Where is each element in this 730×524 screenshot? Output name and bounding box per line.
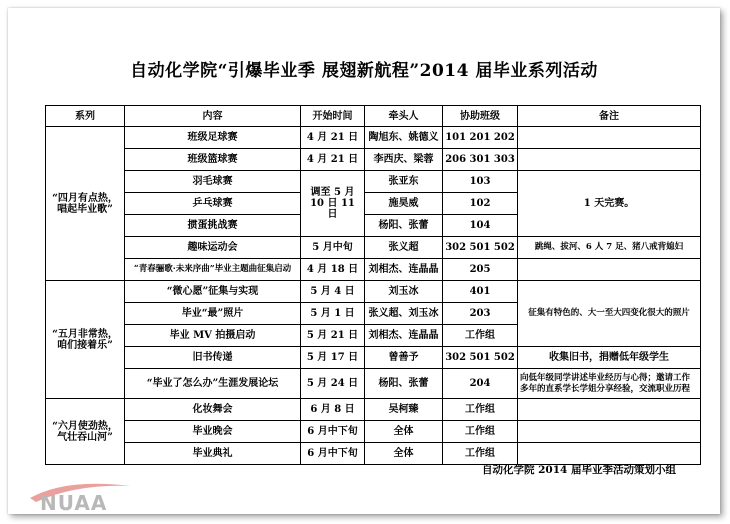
start-cell: 5 月 24 日	[301, 369, 365, 399]
lead-cell: 杨阳、张蕾	[365, 215, 443, 237]
start-cell: 4 月 18 日	[301, 259, 365, 281]
header-series: 系列	[46, 106, 125, 127]
table-row	[46, 421, 701, 443]
assist-cell: 104	[443, 215, 518, 237]
table-row	[46, 127, 701, 149]
lead-cell: 杨阳、张蕾	[365, 369, 443, 399]
content-cell: 化妆舞会	[125, 399, 301, 421]
start-cell: 5 月 1 日	[301, 303, 365, 325]
note-cell	[518, 399, 701, 421]
logo-text: NUAA	[40, 491, 108, 515]
table-row	[46, 237, 701, 259]
lead-cell: 刘玉冰	[365, 281, 443, 303]
header-start: 开始时间	[301, 106, 365, 127]
content-cell: “青春骊歌·未来序曲”毕业主题曲征集启动	[125, 259, 301, 281]
content-cell: 班级篮球赛	[125, 149, 301, 171]
note-cell: 征集有特色的、大一至大四变化很大的照片	[518, 281, 701, 347]
start-cell: 6 月中下旬	[301, 443, 365, 465]
organizer-signature: 自动化学院 2014 届毕业季活动策划小组	[481, 464, 676, 476]
assist-cell: 工作组	[443, 421, 518, 443]
note-cell: 1 天完赛。	[518, 171, 701, 237]
lead-cell: 刘相杰、连晶晶	[365, 259, 443, 281]
content-cell: 毕业 MV 拍摄启动	[125, 325, 301, 347]
assist-cell: 302 501 502	[443, 347, 518, 369]
note-cell	[518, 149, 701, 171]
series-cell: “六月使劲热， 气壮吞山河”	[46, 399, 125, 465]
lead-cell: 施昊威	[365, 193, 443, 215]
start-cell: 5 月 21 日	[301, 325, 365, 347]
assist-cell: 302 501 502	[443, 237, 518, 259]
series-cell: “四月有点热， 唱起毕业歌”	[46, 127, 125, 281]
start-cell: 5 月 4 日	[301, 281, 365, 303]
start-cell: 6 月中下旬	[301, 421, 365, 443]
assist-cell: 103	[443, 171, 518, 193]
start-cell: 6 月 8 日	[301, 399, 365, 421]
assist-cell: 203	[443, 303, 518, 325]
assist-cell: 102	[443, 193, 518, 215]
header-note: 备注	[518, 106, 701, 127]
lead-cell: 刘相杰、连晶晶	[365, 325, 443, 347]
series-cell: “五月非常热， 咱们接着乐”	[46, 281, 125, 399]
table-header-row	[46, 106, 701, 127]
content-cell: 趣味运动会	[125, 237, 301, 259]
content-cell: 毕业典礼	[125, 443, 301, 465]
note-cell	[518, 127, 701, 149]
document-page	[8, 8, 720, 514]
lead-cell: 张亚东	[365, 171, 443, 193]
content-cell: 毕业“最”照片	[125, 303, 301, 325]
assist-cell: 工作组	[443, 399, 518, 421]
lead-cell: 全体	[365, 421, 443, 443]
note-cell: 跳绳、拔河、6 人 7 足、猪八戒背媳妇	[518, 237, 701, 259]
note-cell	[518, 421, 701, 443]
start-cell: 5 月中旬	[301, 237, 365, 259]
lead-cell: 张义超	[365, 237, 443, 259]
note-cell	[518, 259, 701, 281]
table-row	[46, 347, 701, 369]
content-cell: 掼蛋挑战赛	[125, 215, 301, 237]
lead-cell: 全体	[365, 443, 443, 465]
header-lead: 牵头人	[365, 106, 443, 127]
lead-cell: 张义超、刘玉冰	[365, 303, 443, 325]
assist-cell: 401	[443, 281, 518, 303]
start-cell: 4 月 21 日	[301, 149, 365, 171]
assist-cell: 204	[443, 369, 518, 399]
header-assist: 协助班级	[443, 106, 518, 127]
lead-cell: 李西庆、梁蓉	[365, 149, 443, 171]
header-content: 内容	[125, 106, 301, 127]
assist-cell: 工作组	[443, 325, 518, 347]
start-cell: 5 月 17 日	[301, 347, 365, 369]
assist-cell: 工作组	[443, 443, 518, 465]
content-cell: 羽毛球赛	[125, 171, 301, 193]
lead-cell: 曾善予	[365, 347, 443, 369]
content-cell: “微心愿”征集与实现	[125, 281, 301, 303]
note-cell: 向低年级同学讲述毕业经历与心得；邀请工作多年的直系学长学姐分享经验，交流职业历程	[518, 369, 701, 399]
start-cell: 4 月 21 日	[301, 127, 365, 149]
content-cell: 毕业晚会	[125, 421, 301, 443]
assist-cell: 206 301 303	[443, 149, 518, 171]
content-cell: 乒乓球赛	[125, 193, 301, 215]
note-cell: 收集旧书，捐赠低年级学生	[518, 347, 701, 369]
content-cell: 班级足球赛	[125, 127, 301, 149]
lead-cell: 陶旭东、姚德义	[365, 127, 443, 149]
table-row	[46, 171, 701, 193]
table-row	[46, 399, 701, 421]
page-title: 自动化学院“引爆毕业季 展翅新航程”2014 届毕业系列活动	[130, 61, 598, 81]
table-row	[46, 149, 701, 171]
table-row	[46, 259, 701, 281]
lead-cell: 吴柯臻	[365, 399, 443, 421]
table-row	[46, 281, 701, 303]
start-cell: 调至 5 月 10 日 11 日	[301, 171, 365, 237]
assist-cell: 205	[443, 259, 518, 281]
activity-table	[45, 105, 701, 465]
nuaa-logo	[26, 476, 136, 516]
content-cell: 旧书传递	[125, 347, 301, 369]
assist-cell: 101 201 202	[443, 127, 518, 149]
table-row	[46, 369, 701, 399]
content-cell: “毕业了怎么办”生涯发展论坛	[125, 369, 301, 399]
